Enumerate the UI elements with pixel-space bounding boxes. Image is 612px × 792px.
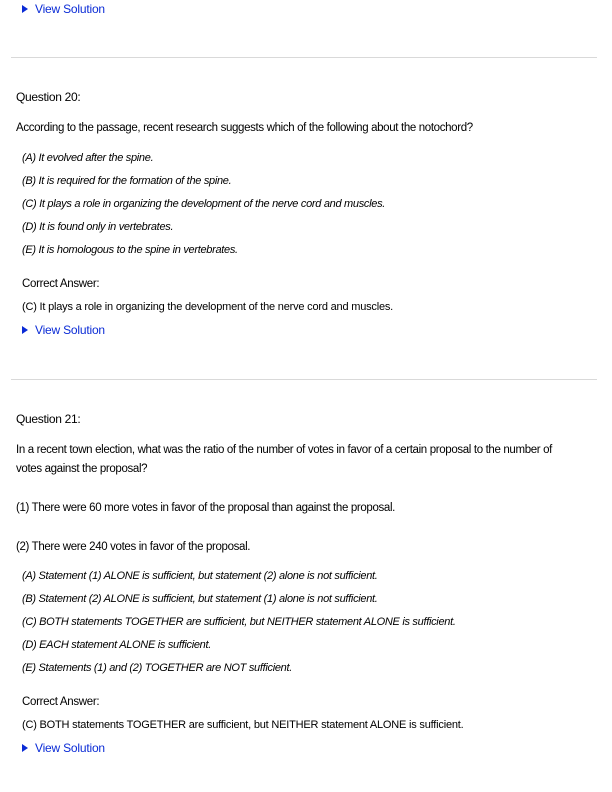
answer-option-a: (A) It evolved after the spine. [22, 152, 154, 164]
answer-option-a: (A) Statement (1) ALONE is sufficient, but statement (2) alone is not sufficient. [22, 570, 378, 582]
view-solution-link-prev[interactable] [22, 2, 105, 16]
view-solution-label: View Solution [35, 323, 105, 337]
answer-option-c: (C) It plays a role in organizing the development of the nerve cord and muscles. [22, 198, 386, 210]
correct-answer-label: Correct Answer: [22, 696, 100, 708]
answer-option-d: (D) It is found only in vertebrates. [22, 221, 174, 233]
answer-option-b: (B) It is required for the formation of the spine. [22, 175, 232, 187]
view-solution-link-q21[interactable] [22, 741, 105, 755]
view-solution-link-q20[interactable] [22, 323, 105, 337]
question-stem: In a recent town election, what was the ratio of the number of votes in favor of a certain proposal to the number of votes against the proposal? [16, 444, 553, 475]
divider [11, 57, 597, 58]
correct-answer-text: (C) It plays a role in organizing the development of the nerve cord and muscles. [22, 301, 394, 313]
statement-2: (2) There were 240 votes in favor of the proposal. [16, 541, 251, 553]
answer-option-e: (E) It is homologous to the spine in vertebrates. [22, 244, 238, 256]
correct-answer-text: (C) BOTH statements TOGETHER are sufficient, but NEITHER statement ALONE is sufficient. [22, 719, 464, 731]
view-solution-label: View Solution [35, 2, 105, 16]
answer-option-d: (D) EACH statement ALONE is sufficient. [22, 639, 212, 651]
divider [11, 379, 597, 380]
answer-option-b: (B) Statement (2) ALONE is sufficient, but statement (1) alone is not sufficient. [22, 593, 378, 605]
correct-answer-label: Correct Answer: [22, 278, 100, 290]
question-label: Question 21: [16, 412, 81, 426]
question-label: Question 20: [16, 90, 81, 104]
view-solution-label: View Solution [35, 741, 105, 755]
expand-triangle-icon [22, 5, 28, 13]
expand-triangle-icon [22, 744, 28, 752]
expand-triangle-icon [22, 326, 28, 334]
question-stem: According to the passage, recent research suggests which of the following about the notochord? [16, 122, 473, 134]
answer-option-c: (C) BOTH statements TOGETHER are sufficient, but NEITHER statement ALONE is sufficient. [22, 616, 456, 628]
statement-1: (1) There were 60 more votes in favor of the proposal than against the proposal. [16, 502, 395, 514]
answer-option-e: (E) Statements (1) and (2) TOGETHER are NOT sufficient. [22, 662, 292, 674]
